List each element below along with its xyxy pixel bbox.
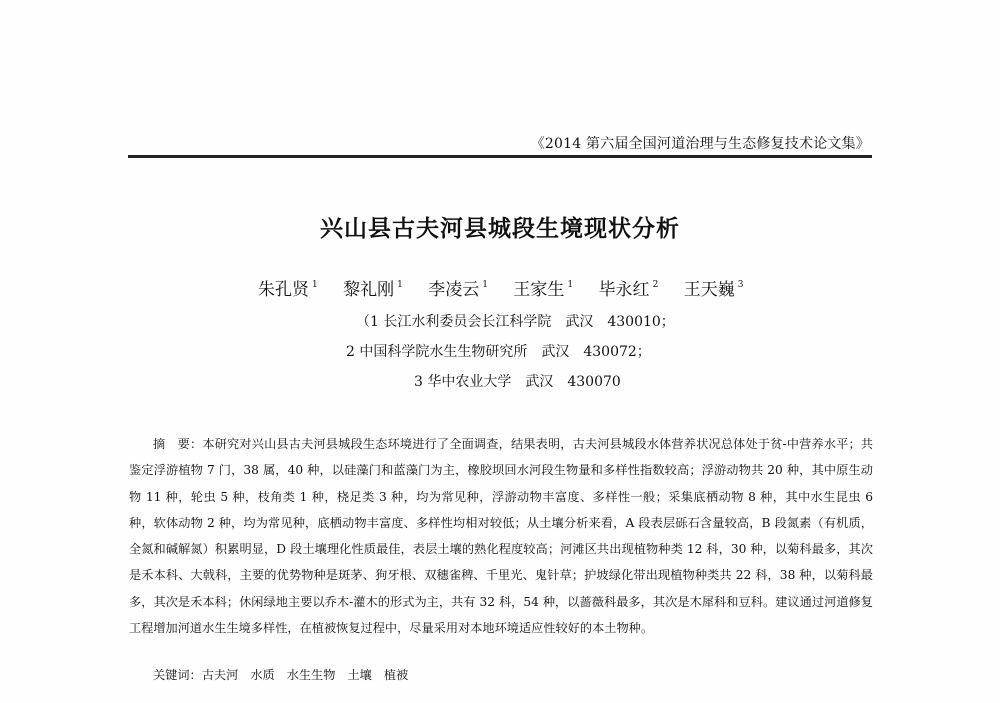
author	[513, 275, 573, 300]
author	[428, 275, 488, 300]
abstract-label: 摘 要：	[153, 437, 203, 451]
author-name: 朱孔贤	[258, 280, 309, 300]
affiliation-3: 3 华中农业大学 武汉 430070	[414, 374, 621, 390]
author	[343, 275, 403, 300]
author-affiliation-mark: 1	[397, 280, 403, 290]
keyword: 水生生物	[286, 668, 336, 682]
author-name: 王家生	[513, 280, 565, 300]
keyword: 水质	[250, 668, 275, 682]
keyword: 土壤	[347, 668, 372, 682]
journal-header: 《2014 第六届全国河道治理与生态修复技术论文集》	[530, 136, 870, 152]
abstract	[129, 431, 873, 641]
author-affiliation-mark: 1	[567, 280, 574, 290]
author-affiliation-mark: 1	[482, 280, 489, 290]
author-list	[258, 275, 763, 300]
author	[684, 275, 744, 300]
keyword: 植被	[383, 668, 409, 682]
author-name: 李凌云	[428, 280, 480, 300]
author-name: 王天巍	[683, 280, 735, 300]
keyword: 古夫河	[201, 668, 239, 682]
keywords	[153, 666, 420, 683]
header-rule	[128, 155, 872, 158]
author-name: 毕永红	[598, 280, 650, 300]
author-affiliation-mark: 3	[737, 280, 744, 290]
paper-title: 兴山县古夫河县城段生境现状分析	[320, 216, 680, 242]
keywords-label: 关键词：	[153, 668, 202, 682]
author	[599, 275, 659, 300]
author-name: 黎礼刚	[343, 280, 395, 300]
author	[258, 275, 318, 300]
affiliation-2: 2 中国科学院水生生物研究所 武汉 430072；	[346, 344, 651, 360]
author-affiliation-mark: 1	[312, 280, 318, 290]
abstract-text: 本研究对兴山县古夫河县城段生态环境进行了全面调查，结果表明，古夫河县城段水体营养状况总体处于贫-中营养水平；共鉴定浮游植物 7 门，38 属，40 种，以硅藻门和蓝藻门为主，橡胶坝回水河段生物量和多样性指数较高；浮游动物共 20 种，其中原生动物 11 种，轮虫 5 种，枝角类 1 种，桡足类 3 种，均为常见种，浮游动物丰富度、多样性一般；采集底栖动物 8 种，其中水生昆虫 6 种，软体动物 2 种，均为常见种，底栖动物丰富度、多样性均相对较低；从土壤分析来看，A 段表层砾石含量较高，B 段氮素（有机质，全氮和碱解氮）积累明显，D 段土壤理化性质最佳，表层土壤的熟化程度较高；河滩区共出现植物种类 12 科，30 种，以菊科最多，其次是禾本科、大戟科，主要的优势物种是斑茅、狗牙根、双穗雀稗、千里光、鬼针草；护坡绿化带出现植物种类共 22 科，38 种，以菊科最多，其次是禾本科；休闲绿地主要以乔木-灌木的形式为主，共有 32 科，54 种，以蔷薇科最多，其次是木犀科和豆科。建议通过河道修复工程增加河道水生生境多样性，在植被恢复过程中，尽量采用对本地环境适应性较好的本土物种。	[129, 437, 873, 636]
author-affiliation-mark: 2	[652, 280, 659, 290]
affiliation-1: （1 长江水利委员会长江科学院 武汉 430010；	[356, 314, 675, 330]
